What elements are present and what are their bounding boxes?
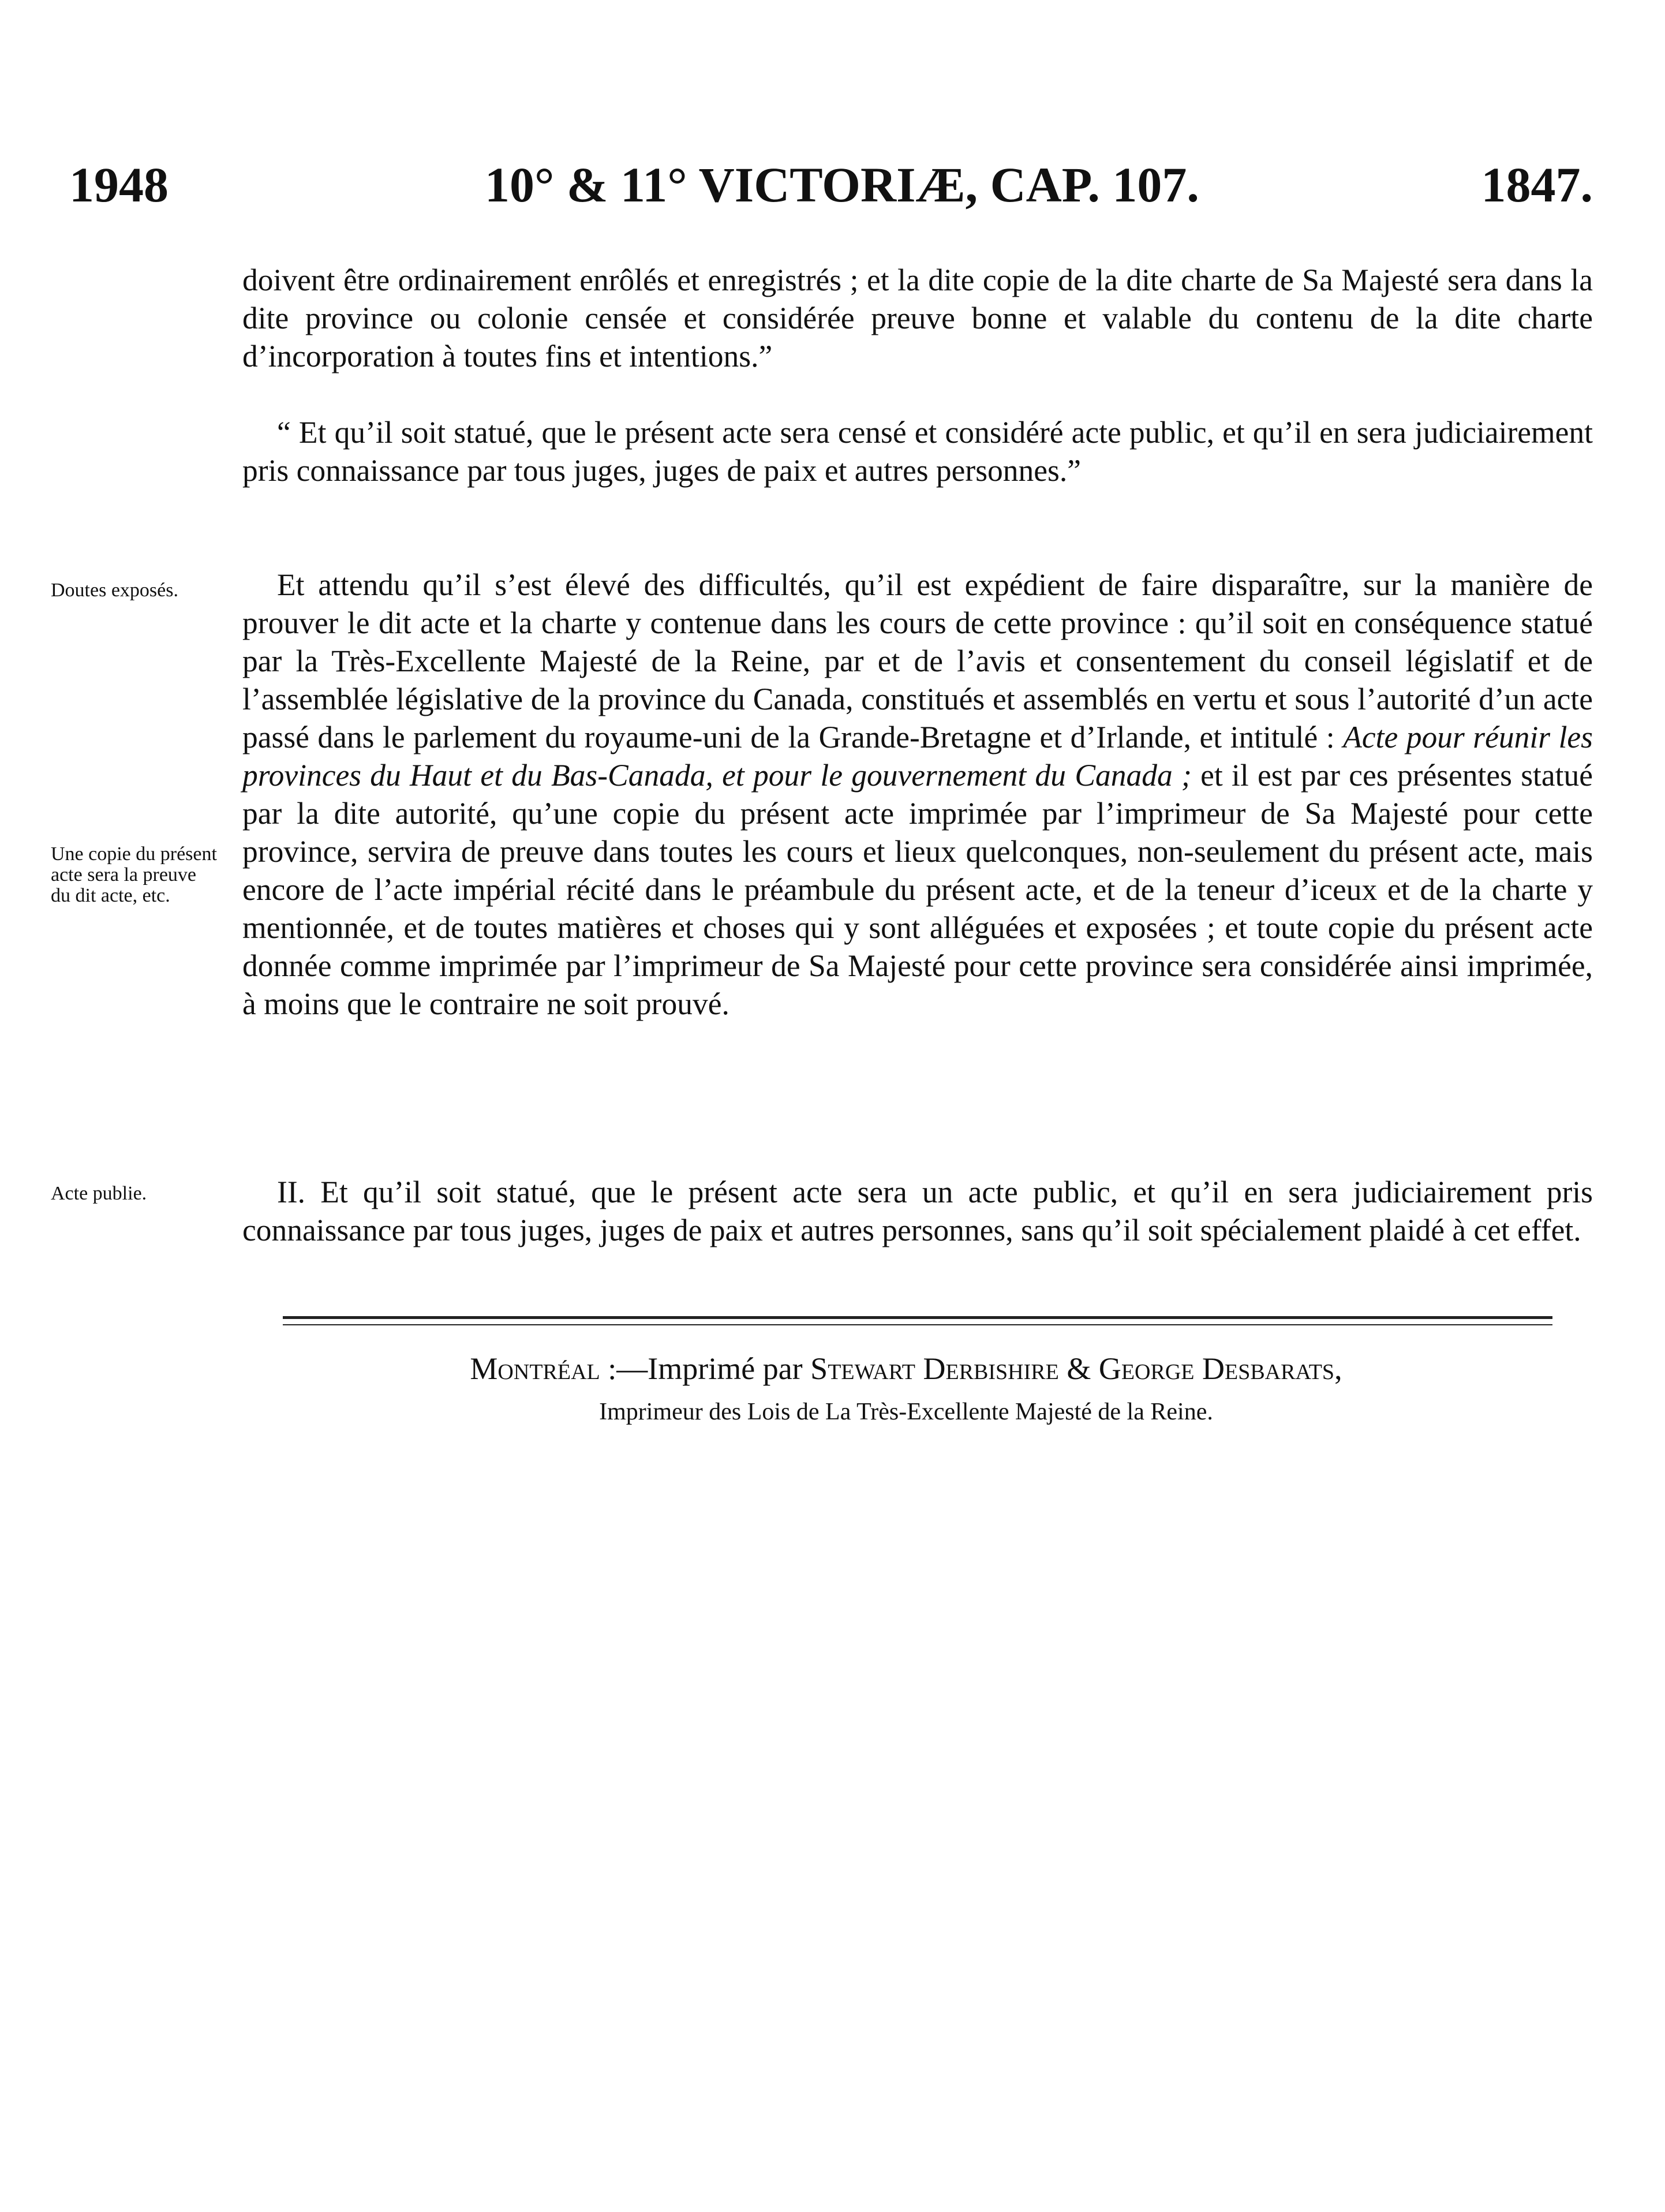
imprint-comma: , (1334, 1351, 1342, 1386)
paragraph-3-end: et il est par ces présentes statué par la dite autorité, qu’une copie du présent acte imprimée par l’imprimeur de Sa Majesté pour cette province, servira de preuve dans toutes les cours et lieux quelconques, non-seulement du présent acte, mais encore de l’acte impérial récité dans le préambule du présent acte, et de la teneur d’iceux et de la charte y mentionnée, et de toutes matières et choses qui y sont alléguées et exposées ; et toute copie du présent acte donnée comme imprimée par l’imprimeur de Sa Majesté pour cette province sera considérée ainsi imprimée, à moins que le contraire ne soit prouvé. (242, 758, 1593, 1021)
page-header (69, 156, 1593, 214)
paragraph-3-start: Et attendu qu’il s’est élevé des difficultés, qu’il est expédient de faire disparaître, sur la manière de prouver le dit acte et la charte y contenue dans les cours de cette province : qu’il soit en conséquence statué par la Très-Excellente Majesté de la Reine, par et de l’avis et consentement du conseil législatif et de l’assemblée législative de la province du Canada, constitués et assemblés en vertu et sous l’autorité d’un acte passé dans le parlement du royaume-uni de la Grande-Bretagne et d’Irlande, et intitulé : (242, 567, 1593, 754)
paragraph-enacting-clause (242, 566, 1593, 1023)
paragraph-section-two (242, 1173, 1593, 1249)
paragraph-quoted-clause (242, 413, 1593, 490)
imprint-subline: Imprimeur des Lois de La Très-Excellente Majesté de la Reine. (599, 1399, 1213, 1425)
paragraph-1-text: doivent être ordinairement enrôlés et enregistrés ; et la dite copie de la dite charte de Sa Majesté sera dans la dite province ou colonie censée et considérée preuve bonne et valable du contenu de la dite charte d’incorporation à toutes fins et intentions.” (242, 263, 1593, 373)
paragraph-4-text: II. Et qu’il soit statué, que le présent acte sera un acte public, et qu’il en sera judiciairement pris connaissance par tous juges, juges de paix et autres personnes, sans qu’il soit spécialement plaidé à cet effet. (242, 1175, 1593, 1247)
margin-note-doutes: Doutes exposés. (51, 580, 178, 601)
imprint-connector: :—Imprimé par (600, 1351, 811, 1386)
imprint-line (300, 1350, 1512, 1388)
running-title: 10° & 11° VICTORIÆ, CAP. 107. (485, 157, 1199, 212)
act-title-italic: Acte pour réunir les provinces du Haut et du Bas-Canada, et pour le gouvernement du Canada ; (242, 720, 1593, 793)
divider-rule-thick (283, 1316, 1552, 1319)
page-number: 1948 (69, 157, 169, 212)
margin-note-copie: Une copie du présent acte sera la preuve du dit acte, etc. (51, 843, 217, 906)
imprint-ampersand: & (1058, 1351, 1099, 1386)
imprint-printer-1: Stewart Derbishire (810, 1351, 1059, 1386)
paragraph-2-text: “ Et qu’il soit statué, que le présent acte sera censé et considéré acte public, et qu’il en sera judiciairement pris connaissance par tous juges, juges de paix et autres personnes.” (242, 415, 1593, 488)
margin-note-acte-public: Acte publie. (51, 1183, 147, 1204)
paragraph-continuation (242, 261, 1593, 375)
header-year: 1847. (1481, 157, 1593, 212)
imprint-place: Montréal (470, 1351, 600, 1386)
paragraph-3-text (242, 566, 1593, 1023)
divider-rule-thin (283, 1324, 1552, 1325)
imprint-printer-2: George Desbarats (1098, 1351, 1335, 1386)
